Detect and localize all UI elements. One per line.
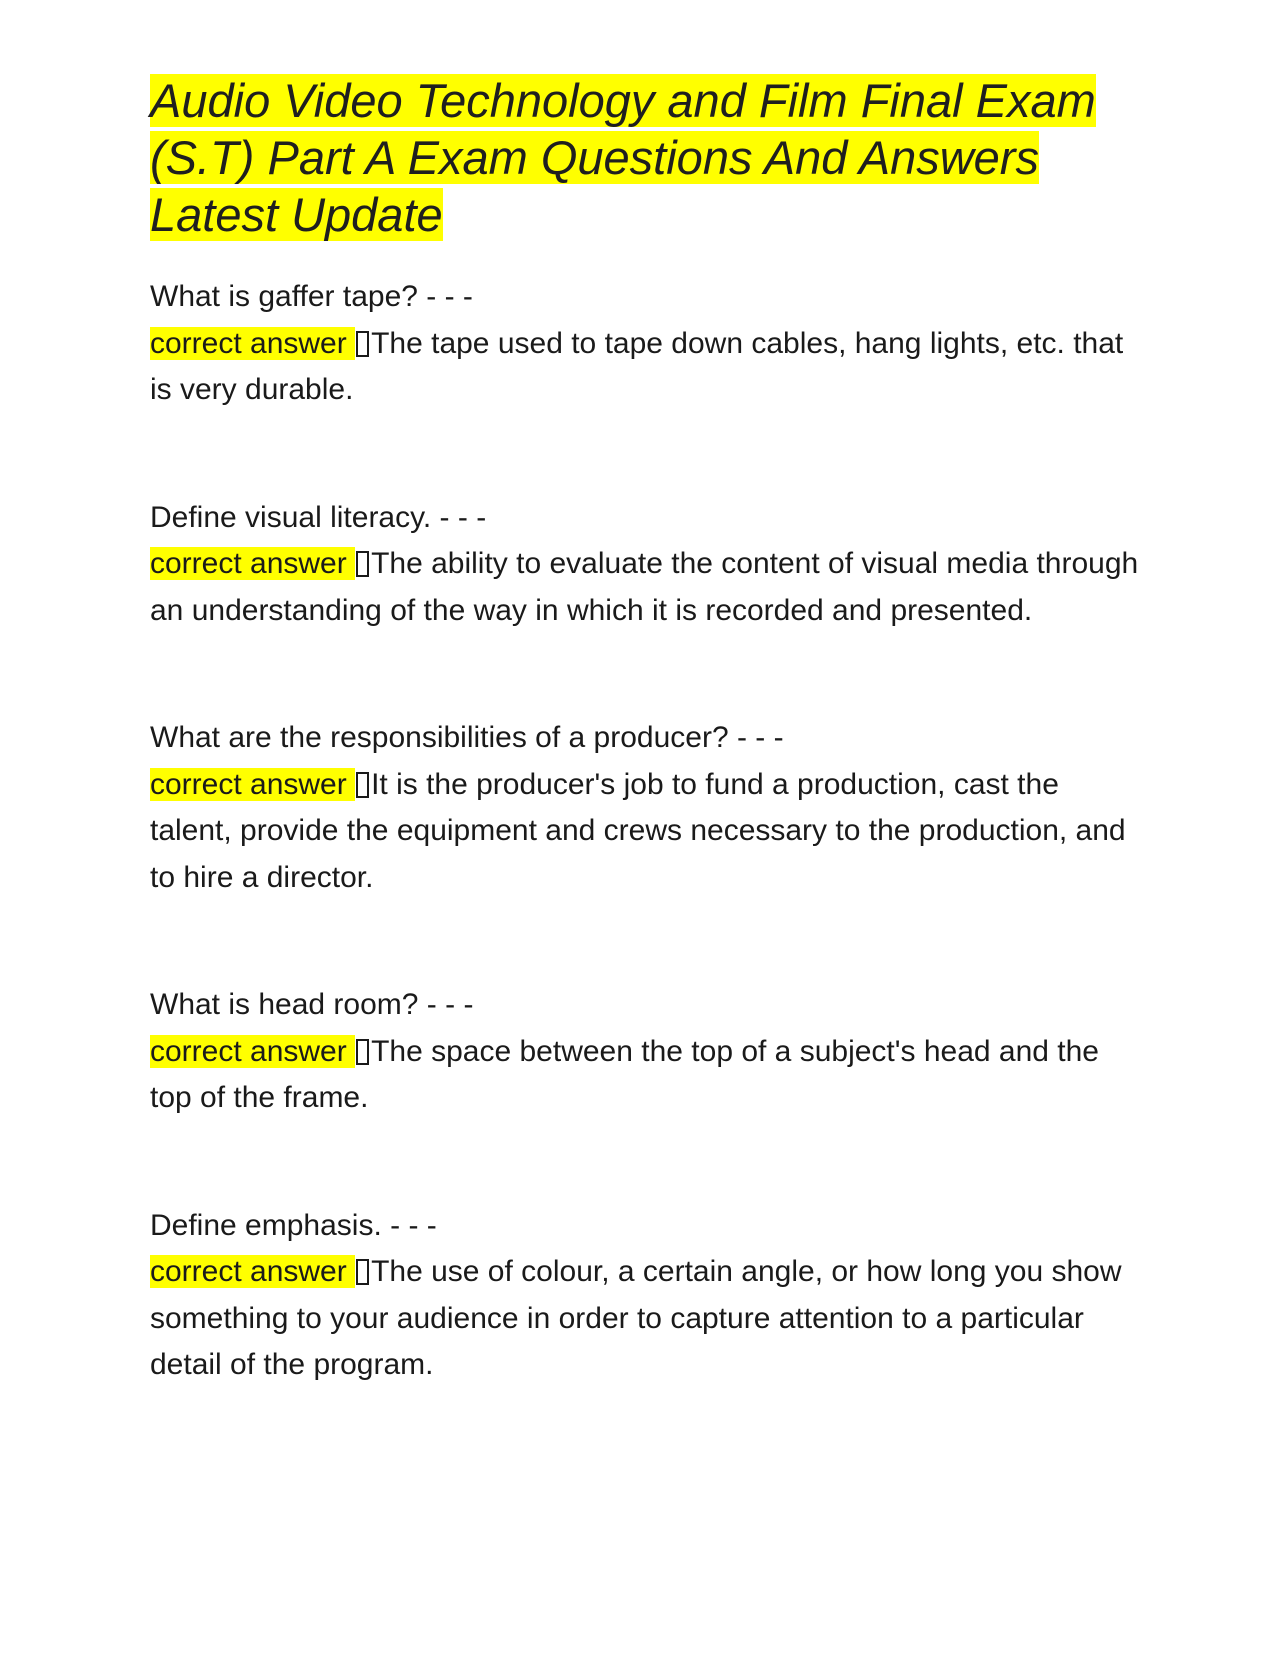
answer-text: The space between the top of a subject's head and the top of the frame. xyxy=(150,1034,1099,1114)
document-title xyxy=(150,72,1140,243)
answer-text: The use of colour, a certain angle, or how long you show something to your audience in order to capture attention to a particular detail of the program. xyxy=(150,1255,1122,1381)
correct-answer-label: correct answer xyxy=(150,326,356,360)
missing-glyph-box-icon xyxy=(356,331,369,357)
question-text: What are the responsibilities of a producer? - - - xyxy=(150,721,784,754)
qa-item xyxy=(150,982,1140,1122)
answer-text: The tape used to tape down cables, hang lights, etc. that is very durable. xyxy=(150,326,1124,406)
document-content xyxy=(150,72,1140,1389)
qa-item xyxy=(150,1203,1140,1389)
missing-glyph-box-icon xyxy=(356,1259,369,1285)
question-text: Define visual literacy. - - - xyxy=(150,500,487,534)
missing-glyph-box-icon xyxy=(356,1039,369,1065)
qa-item xyxy=(150,274,1140,414)
correct-answer-label: correct answer xyxy=(150,1034,356,1068)
answer-text: The ability to evaluate the content of visual media through an understanding of the way in which it is recorded and presented. xyxy=(150,547,1139,627)
question-text: What is gaffer tape? - - - xyxy=(150,280,473,313)
qa-list xyxy=(150,274,1140,1389)
correct-answer-label: correct answer xyxy=(150,547,356,580)
qa-item xyxy=(150,495,1140,635)
qa-item xyxy=(150,715,1140,901)
missing-glyph-box-icon xyxy=(356,772,369,798)
question-text: What is head room? - - - xyxy=(150,988,474,1021)
missing-glyph-box-icon xyxy=(356,551,369,577)
answer-text: It is the producer's job to fund a production, cast the talent, provide the equipment and crews necessary to the production, and to hire a director. xyxy=(150,767,1126,894)
correct-answer-label: correct answer xyxy=(150,1255,356,1288)
document-title-text: Audio Video Technology and Film Final Exam (S.T) Part A Exam Questions And Answers Latest Update xyxy=(150,74,1096,241)
question-text: Define emphasis. - - - xyxy=(150,1208,437,1242)
correct-answer-label: correct answer xyxy=(150,767,356,801)
